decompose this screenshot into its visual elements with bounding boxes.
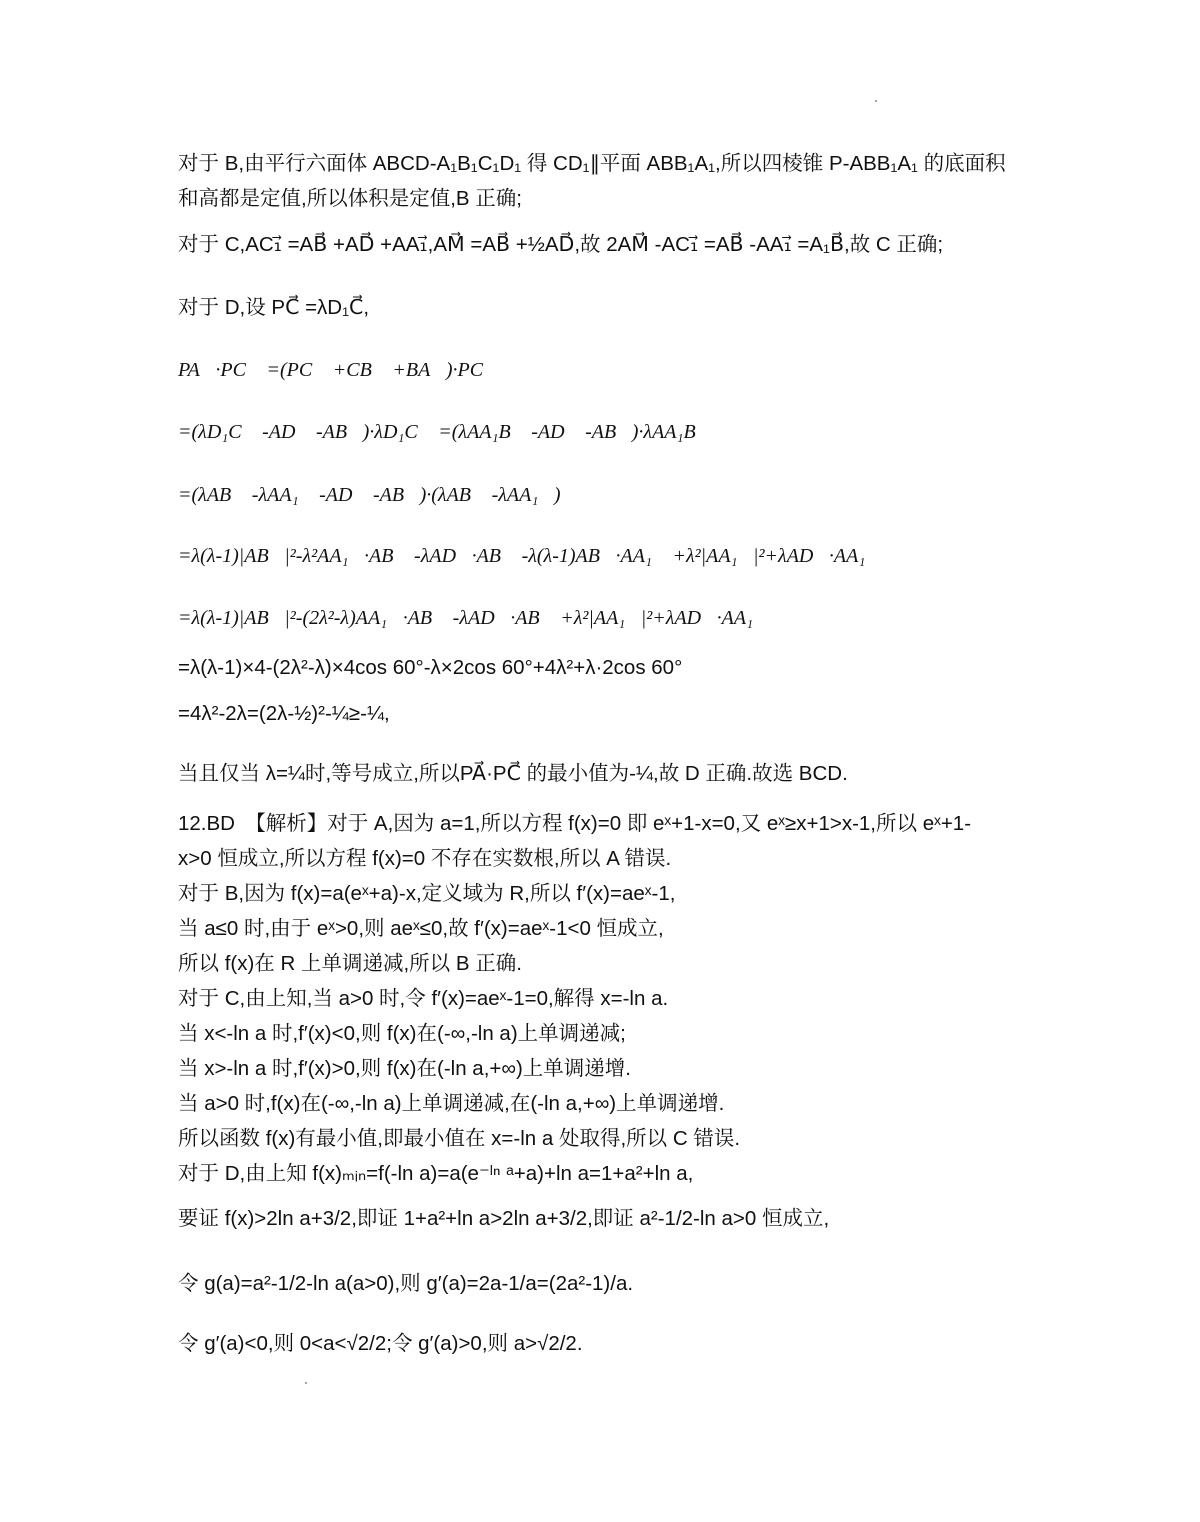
text-line-4: 对于 D,设 PC⃗ =λD₁C⃗,: [178, 296, 370, 319]
math-line-2: =(λD₁C⃗ -AD⃗ -AB⃗)·λD₁C⃗ =(λAA₁B⃗ -AD⃗ -AB⃗)·λAA₁B⃗: [178, 421, 712, 443]
text-line-13: 当 x>-ln a 时,f′(x)>0,则 f(x)在(-ln a,+∞)上单调递增.: [178, 1057, 632, 1080]
text-line-12: 当 x<-ln a 时,f′(x)<0,则 f(x)在(-∞,-ln a)上单调递减;: [178, 1022, 626, 1045]
math-line-6: =λ(λ-1)×4-(2λ²-λ)×4cos 60°-λ×2cos 60°+4λ²+λ·2cos 60°: [178, 656, 683, 679]
text-line-14: 当 a>0 时,f(x)在(-∞,-ln a)上单调递减,在(-ln a,+∞)上单调递增.: [178, 1092, 725, 1115]
text-line-6: 12.BD 【解析】对于 A,因为 a=1,所以方程 f(x)=0 即 eˣ+1-x=0,又 eˣ≥x+1>x-1,所以 eˣ+1-: [178, 812, 972, 835]
text-line-9: 当 a≤0 时,由于 eˣ>0,则 aeˣ≤0,故 f′(x)=aeˣ-1<0 恒成立,: [178, 917, 664, 940]
text-line-11: 对于 C,由上知,当 a>0 时,令 f′(x)=aeˣ-1=0,解得 x=-ln a.: [178, 987, 669, 1010]
text-line-8: 对于 B,因为 f(x)=a(eˣ+a)-x,定义域为 R,所以 f′(x)=aeˣ-1,: [178, 882, 676, 905]
text-line-17: 要证 f(x)>2ln a+3/2,即证 1+a²+ln a>2ln a+3/2,即证 a²-1/2-ln a>0 恒成立,: [178, 1207, 830, 1230]
math-line-5: =λ(λ-1)|AB⃗|²-(2λ²-λ)AA₁⃗·AB⃗ -λAD⃗·AB⃗ +λ²|AA₁⃗|²+λAD⃗·AA₁⃗: [178, 607, 769, 629]
text-line-15: 所以函数 f(x)有最小值,即最小值在 x=-ln a 处取得,所以 C 错误.: [178, 1127, 741, 1150]
math-line-3: =(λAB⃗ -λAA₁⃗ -AD⃗ -AB⃗)·(λAB⃗ -λAA₁⃗): [178, 484, 561, 506]
text-line-2: 和高都是定值,所以体积是定值,B 正确;: [178, 187, 522, 210]
text-line-1: 对于 B,由平行六面体 ABCD-A₁B₁C₁D₁ 得 CD₁∥平面 ABB₁A₁,所以四棱锥 P-ABB₁A₁ 的底面积: [178, 152, 1006, 175]
text-line-5: 当且仅当 λ=¼时,等号成立,所以PA⃗·PC⃗ 的最小值为-¼,故 D 正确.故选 BCD.: [178, 762, 848, 785]
text-line-10: 所以 f(x)在 R 上单调递减,所以 B 正确.: [178, 952, 522, 975]
text-line-7: x>0 恒成立,所以方程 f(x)=0 不存在实数根,所以 A 错误.: [178, 847, 672, 870]
scan-speck-bottom: [305, 1382, 307, 1384]
text-line-18: 令 g(a)=a²-1/2-ln a(a>0),则 g′(a)=2a-1/a=(2a²-1)/a.: [178, 1272, 634, 1295]
text-line-3: 对于 C,AC₁⃗ =AB⃗ +AD⃗ +AA₁⃗,AM⃗ =AB⃗ +½AD⃗,故 2AM⃗ -AC₁⃗ =AB⃗ -AA₁⃗ =A₁B⃗,故 C 正确;: [178, 233, 944, 256]
math-line-4: =λ(λ-1)|AB⃗|²-λ²AA₁⃗·AB⃗ -λAD⃗·AB⃗ -λ(λ-1)AB⃗·AA₁⃗ +λ²|AA₁⃗|²+λAD⃗·AA₁⃗: [178, 545, 881, 567]
text-line-19: 令 g′(a)<0,则 0<a<√2/2;令 g′(a)>0,则 a>√2/2.: [178, 1332, 583, 1355]
scan-speck-top: [875, 100, 877, 102]
math-line-7: =4λ²-2λ=(2λ-½)²-¼≥-¼,: [178, 702, 390, 725]
text-line-16: 对于 D,由上知 f(x)ₘᵢₙ=f(-ln a)=a(e⁻ˡⁿ ᵃ+a)+ln a=1+a²+ln a,: [178, 1162, 694, 1185]
math-line-1: PA⃗·PC⃗ =(PC⃗ +CB⃗ +BA⃗)·PC⃗: [178, 359, 499, 381]
